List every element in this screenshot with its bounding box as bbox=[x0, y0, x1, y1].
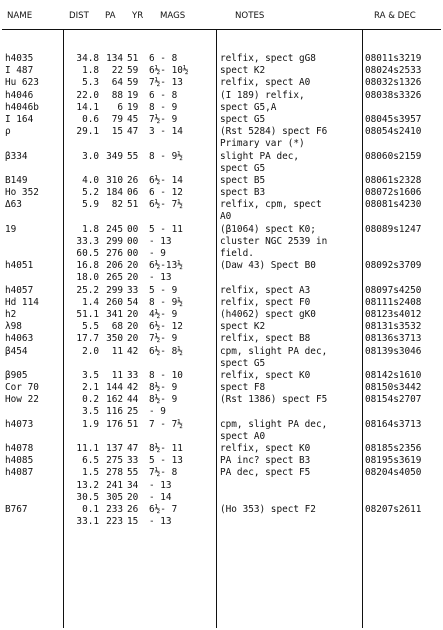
cell-yr: 20 bbox=[127, 333, 139, 345]
cell-mags: 6 - 8 bbox=[149, 53, 178, 64]
cell-name: β334 bbox=[5, 150, 28, 162]
cell-mags: 5 - 9 bbox=[149, 284, 178, 296]
cell-notes: relfix, spect K0 bbox=[220, 443, 311, 454]
header-mags: MAGS bbox=[160, 11, 186, 21]
cell-notes: (I 189) relfix, bbox=[220, 89, 305, 101]
cell-dist: 5.5 bbox=[82, 321, 99, 333]
table-row bbox=[0, 370, 443, 382]
cell-name: h4063 bbox=[5, 333, 34, 345]
cell-yr: 45 bbox=[127, 113, 139, 125]
cell-name: Hd 114 bbox=[5, 296, 39, 308]
cell-dist: 17.7 bbox=[76, 333, 99, 345]
cell-name: B767 bbox=[5, 503, 28, 515]
cell-dist: 0.2 bbox=[82, 394, 99, 406]
cell-name: I 164 bbox=[5, 113, 34, 125]
cell-notes: spect K2 bbox=[220, 321, 266, 333]
cell-dist: 4.0 bbox=[82, 174, 99, 186]
table-body bbox=[0, 53, 443, 528]
cell-radec: 08081s4230 bbox=[365, 199, 422, 211]
cell-notes: spect B3 bbox=[220, 187, 266, 199]
cell-yr: 00 bbox=[127, 248, 139, 259]
cell-mags: - 13 bbox=[149, 272, 172, 284]
cell-yr: 20 bbox=[127, 321, 139, 333]
cell-mags: 6 - 12 bbox=[149, 187, 183, 199]
cell-dist: 0.6 bbox=[82, 113, 99, 125]
cell-yr: 26 bbox=[127, 174, 139, 186]
cell-pa: 88 bbox=[111, 89, 123, 101]
cell-dist: 34.8 bbox=[76, 53, 99, 64]
cell-mags: 3 - 14 bbox=[149, 126, 183, 138]
cell-dist: 18.0 bbox=[76, 272, 99, 284]
header-radec: RA & DEC bbox=[374, 11, 416, 21]
cell-pa: 134 bbox=[106, 53, 123, 64]
table-row bbox=[0, 455, 443, 467]
header-yr: YR bbox=[132, 11, 144, 21]
cell-dist: 3.5 bbox=[82, 406, 99, 418]
cell-mags: 8 - 9½ bbox=[149, 150, 183, 162]
cell-notes: relfix, spect gG8 bbox=[220, 53, 316, 64]
cell-notes: relfix, spect B8 bbox=[220, 333, 311, 345]
cell-pa: 275 bbox=[106, 455, 123, 467]
cell-yr: 25 bbox=[127, 406, 139, 418]
cell-dist: 3.5 bbox=[82, 369, 99, 381]
cell-pa: 350 bbox=[106, 333, 123, 345]
cell-name: β905 bbox=[5, 369, 28, 381]
cell-mags: 6½- 14 bbox=[149, 174, 183, 186]
cell-mags: 7½- 9 bbox=[149, 113, 178, 125]
cell-notes: (Daw 43) Spect B0 bbox=[220, 260, 316, 272]
cell-notes: Primary var (*) bbox=[220, 138, 305, 150]
cell-pa: 144 bbox=[106, 382, 123, 394]
cell-mags: 6 - 8 bbox=[149, 89, 178, 101]
cell-yr: 20 bbox=[127, 272, 139, 284]
table-header bbox=[2, 11, 441, 23]
table-row bbox=[0, 333, 443, 345]
cell-dist: 33.1 bbox=[76, 516, 99, 528]
cell-name: Hu 623 bbox=[5, 77, 39, 89]
cell-notes: spect G5,A bbox=[220, 101, 277, 113]
table-row bbox=[0, 504, 443, 516]
cell-name: h4035 bbox=[5, 53, 34, 64]
cell-pa: 176 bbox=[106, 418, 123, 430]
header-notes: NOTES bbox=[235, 11, 265, 21]
cell-notes: relfix, cpm, spect bbox=[220, 199, 322, 211]
cell-mags: 7 - 7½ bbox=[149, 418, 183, 430]
cell-name: 19 bbox=[5, 223, 17, 235]
cell-yr: 51 bbox=[127, 53, 139, 64]
table-row bbox=[0, 272, 443, 284]
cell-name: h4087 bbox=[5, 467, 34, 479]
cell-pa: 11 bbox=[111, 345, 123, 357]
header-pa: PA bbox=[105, 11, 116, 21]
cell-pa: 241 bbox=[106, 479, 123, 491]
cell-notes: relfix, spect K0 bbox=[220, 369, 311, 381]
cell-mags: 6½- 12 bbox=[149, 321, 183, 333]
cell-dist: 5.3 bbox=[82, 77, 99, 89]
cell-dist: 5.9 bbox=[82, 199, 99, 211]
cell-mags: 8½- 9 bbox=[149, 394, 178, 406]
table-row bbox=[0, 297, 443, 309]
cell-radec: 08111s2408 bbox=[365, 296, 422, 308]
cell-pa: 162 bbox=[106, 394, 123, 406]
cell-radec: 08136s3713 bbox=[365, 333, 422, 345]
header-divider bbox=[2, 29, 441, 30]
cell-dist: 1.9 bbox=[82, 418, 99, 430]
cell-mags: 6½- 7½ bbox=[149, 199, 183, 211]
cell-dist: 1.4 bbox=[82, 296, 99, 308]
cell-yr: 33 bbox=[127, 455, 139, 467]
cell-dist: 0.1 bbox=[82, 503, 99, 515]
cell-yr: 54 bbox=[127, 296, 139, 308]
cell-dist: 29.1 bbox=[76, 126, 99, 138]
cell-yr: 55 bbox=[127, 150, 139, 162]
cell-notes: PA dec, spect F5 bbox=[220, 467, 311, 479]
table-row bbox=[0, 492, 443, 504]
cell-pa: 299 bbox=[106, 235, 123, 247]
cell-notes: (h4062) spect gK0 bbox=[220, 308, 316, 320]
table-row bbox=[0, 516, 443, 528]
cell-radec: 08072s1606 bbox=[365, 187, 422, 199]
cell-yr: 47 bbox=[127, 126, 139, 138]
cell-notes: spect K2 bbox=[220, 65, 266, 77]
cell-radec: 08061s2328 bbox=[365, 174, 422, 186]
cell-notes: relfix, spect F0 bbox=[220, 296, 311, 308]
cell-radec: 08123s4012 bbox=[365, 308, 422, 320]
cell-yr: 42 bbox=[127, 382, 139, 394]
table-row bbox=[0, 199, 443, 211]
cell-dist: 60.5 bbox=[76, 248, 99, 259]
cell-yr: 15 bbox=[127, 516, 139, 528]
cell-radec: 08054s2410 bbox=[365, 126, 422, 138]
table-row bbox=[0, 224, 443, 236]
cell-dist: 16.8 bbox=[76, 260, 99, 272]
cell-name: h4046b bbox=[5, 101, 39, 113]
table-row bbox=[0, 406, 443, 418]
cell-pa: 341 bbox=[106, 308, 123, 320]
cell-radec: 08154s2707 bbox=[365, 394, 422, 406]
cell-notes: (Ho 353) spect F2 bbox=[220, 503, 316, 515]
cell-pa: 223 bbox=[106, 516, 123, 528]
cell-name: I 487 bbox=[5, 65, 34, 77]
cell-name: Cor 70 bbox=[5, 382, 39, 394]
cell-pa: 137 bbox=[106, 443, 123, 454]
cell-dist: 30.5 bbox=[76, 491, 99, 503]
header-name: NAME bbox=[7, 11, 33, 21]
cell-pa: 82 bbox=[111, 199, 123, 211]
cell-dist: 25.2 bbox=[76, 284, 99, 296]
cell-yr: 42 bbox=[127, 345, 139, 357]
cell-pa: 22 bbox=[111, 65, 123, 77]
cell-yr: 59 bbox=[127, 65, 139, 77]
cell-yr: 44 bbox=[127, 394, 139, 406]
cell-yr: 00 bbox=[127, 235, 139, 247]
cell-mags: 8 - 9 bbox=[149, 101, 178, 113]
cell-name: Δ63 bbox=[5, 199, 22, 211]
cell-radec: 08195s3619 bbox=[365, 455, 422, 467]
cell-notes: spect G5 bbox=[220, 113, 266, 125]
cell-name: λ98 bbox=[5, 321, 22, 333]
cell-dist: 5.2 bbox=[82, 187, 99, 199]
table-row bbox=[0, 102, 443, 114]
table-row bbox=[0, 358, 443, 370]
cell-notes: cpm, slight PA dec, bbox=[220, 418, 328, 430]
cell-dist: 14.1 bbox=[76, 101, 99, 113]
table-row bbox=[0, 321, 443, 333]
cell-pa: 260 bbox=[106, 296, 123, 308]
table-row bbox=[0, 346, 443, 358]
cell-pa: 79 bbox=[111, 113, 123, 125]
cell-yr: 19 bbox=[127, 89, 139, 101]
cell-pa: 276 bbox=[106, 248, 123, 259]
cell-pa: 184 bbox=[106, 187, 123, 199]
table-row bbox=[0, 187, 443, 199]
cell-mags: - 13 bbox=[149, 516, 172, 528]
cell-notes: cluster NGC 2539 in bbox=[220, 235, 328, 247]
cell-pa: 310 bbox=[106, 174, 123, 186]
cell-pa: 15 bbox=[111, 126, 123, 138]
table-row bbox=[0, 151, 443, 163]
cell-mags: 7½- 9 bbox=[149, 333, 178, 345]
cell-yr: 51 bbox=[127, 199, 139, 211]
cell-dist: 2.0 bbox=[82, 345, 99, 357]
cell-radec: 08038s3326 bbox=[365, 89, 422, 101]
cell-dist: 22.0 bbox=[76, 89, 99, 101]
cell-pa: 245 bbox=[106, 223, 123, 235]
cell-pa: 206 bbox=[106, 260, 123, 272]
cell-radec: 08032s1326 bbox=[365, 77, 422, 89]
table-row bbox=[0, 211, 443, 223]
cell-name: h2 bbox=[5, 308, 17, 320]
table-row bbox=[0, 138, 443, 150]
cell-name: How 22 bbox=[5, 394, 39, 406]
cell-yr: 26 bbox=[127, 503, 139, 515]
cell-pa: 305 bbox=[106, 491, 123, 503]
cell-notes: A0 bbox=[220, 211, 232, 223]
table-row bbox=[0, 90, 443, 102]
cell-dist: 1.5 bbox=[82, 467, 99, 479]
cell-mags: 8½- 9 bbox=[149, 382, 178, 394]
cell-notes: spect F8 bbox=[220, 382, 266, 394]
cell-name: h4085 bbox=[5, 455, 34, 467]
cell-dist: 13.2 bbox=[76, 479, 99, 491]
cell-mags: 7½- 13 bbox=[149, 77, 183, 89]
cell-pa: 11 bbox=[111, 369, 123, 381]
cell-pa: 116 bbox=[106, 406, 123, 418]
cell-radec: 08060s2159 bbox=[365, 150, 422, 162]
table-row bbox=[0, 480, 443, 492]
cell-dist: 2.1 bbox=[82, 382, 99, 394]
cell-pa: 6 bbox=[117, 101, 123, 113]
cell-notes: spect B5 bbox=[220, 174, 266, 186]
cell-yr: 55 bbox=[127, 467, 139, 479]
cell-yr: 19 bbox=[127, 101, 139, 113]
cell-pa: 64 bbox=[111, 77, 123, 89]
cell-dist: 1.8 bbox=[82, 65, 99, 77]
cell-dist: 6.5 bbox=[82, 455, 99, 467]
cell-mags: 5 - 11 bbox=[149, 223, 183, 235]
cell-yr: 59 bbox=[127, 77, 139, 89]
table-row bbox=[0, 260, 443, 272]
cell-radec: 08185s2356 bbox=[365, 443, 422, 454]
cell-radec: 08207s2611 bbox=[365, 503, 422, 515]
cell-dist: 1.8 bbox=[82, 223, 99, 235]
cell-mags: 8 - 9½ bbox=[149, 296, 183, 308]
cell-yr: 06 bbox=[127, 187, 139, 199]
table-row bbox=[0, 394, 443, 406]
cell-radec: 08142s1610 bbox=[365, 369, 422, 381]
cell-radec: 08011s3219 bbox=[365, 53, 422, 64]
cell-mags: 4½- 9 bbox=[149, 308, 178, 320]
cell-pa: 233 bbox=[106, 503, 123, 515]
cell-name: h4051 bbox=[5, 260, 34, 272]
cell-mags: 5 - 13 bbox=[149, 455, 183, 467]
cell-dist: 11.1 bbox=[76, 443, 99, 454]
table-row bbox=[0, 467, 443, 479]
table-row bbox=[0, 236, 443, 248]
table-row bbox=[0, 77, 443, 89]
table-row bbox=[0, 309, 443, 321]
cell-yr: 20 bbox=[127, 491, 139, 503]
cell-notes: relfix, spect A3 bbox=[220, 284, 311, 296]
cell-mags: 6½- 7 bbox=[149, 503, 178, 515]
cell-pa: 265 bbox=[106, 272, 123, 284]
table-row bbox=[0, 175, 443, 187]
cell-pa: 349 bbox=[106, 150, 123, 162]
cell-yr: 33 bbox=[127, 284, 139, 296]
cell-mags: - 9 bbox=[149, 248, 166, 259]
cell-name: Ho 352 bbox=[5, 187, 39, 199]
cell-name: β454 bbox=[5, 345, 28, 357]
cell-name: h4078 bbox=[5, 443, 34, 454]
table-row bbox=[0, 285, 443, 297]
table-row bbox=[0, 163, 443, 175]
cell-mags: 6½- 8½ bbox=[149, 345, 183, 357]
cell-yr: 20 bbox=[127, 308, 139, 320]
cell-pa: 278 bbox=[106, 467, 123, 479]
cell-mags: - 9 bbox=[149, 406, 166, 418]
cell-notes: spect A0 bbox=[220, 430, 266, 442]
cell-mags: - 13 bbox=[149, 479, 172, 491]
cell-mags: - 14 bbox=[149, 491, 172, 503]
cell-radec: 08024s2533 bbox=[365, 65, 422, 77]
cell-yr: 47 bbox=[127, 443, 139, 454]
cell-mags: 8 - 10 bbox=[149, 369, 183, 381]
cell-notes: spect G5 bbox=[220, 162, 266, 174]
cell-radec: 08097s4250 bbox=[365, 284, 422, 296]
cell-mags: - 13 bbox=[149, 235, 172, 247]
table-row bbox=[0, 126, 443, 138]
cell-notes: (Rst 1386) spect F5 bbox=[220, 394, 328, 406]
cell-mags: 6½-13½ bbox=[149, 260, 183, 272]
cell-yr: 00 bbox=[127, 223, 139, 235]
cell-dist: 51.1 bbox=[76, 308, 99, 320]
cell-radec: 08204s4050 bbox=[365, 467, 422, 479]
cell-name: B149 bbox=[5, 174, 28, 186]
cell-name: ρ bbox=[5, 126, 11, 138]
cell-radec: 08164s3713 bbox=[365, 418, 422, 430]
table-row bbox=[0, 419, 443, 431]
cell-name: h4046 bbox=[5, 89, 34, 101]
table-row bbox=[0, 382, 443, 394]
cell-mags: 8½- 11 bbox=[149, 443, 183, 454]
table-row bbox=[0, 65, 443, 77]
cell-dist: 3.0 bbox=[82, 150, 99, 162]
cell-notes: spect G5 bbox=[220, 357, 266, 369]
cell-notes: PA inc? spect B3 bbox=[220, 455, 311, 467]
cell-notes: relfix, spect A0 bbox=[220, 77, 311, 89]
cell-radec: 08150s3442 bbox=[365, 382, 422, 394]
cell-name: h4057 bbox=[5, 284, 34, 296]
cell-radec: 08092s3709 bbox=[365, 260, 422, 272]
cell-radec: 08045s3957 bbox=[365, 113, 422, 125]
cell-yr: 20 bbox=[127, 260, 139, 272]
cell-mags: 6½- 10½ bbox=[149, 65, 189, 77]
cell-pa: 299 bbox=[106, 284, 123, 296]
cell-notes: cpm, slight PA dec, bbox=[220, 345, 328, 357]
cell-yr: 34 bbox=[127, 479, 139, 491]
cell-radec: 08139s3046 bbox=[365, 345, 422, 357]
cell-notes: field. bbox=[220, 248, 254, 259]
cell-yr: 51 bbox=[127, 418, 139, 430]
table-row bbox=[0, 53, 443, 65]
cell-mags: 7½- 8 bbox=[149, 467, 178, 479]
cell-notes: (Rst 5284) spect F6 bbox=[220, 126, 328, 138]
cell-notes: slight PA dec, bbox=[220, 150, 300, 162]
cell-radec: 08089s1247 bbox=[365, 223, 422, 235]
cell-dist: 33.3 bbox=[76, 235, 99, 247]
cell-pa: 68 bbox=[111, 321, 123, 333]
table-row bbox=[0, 114, 443, 126]
table-row bbox=[0, 431, 443, 443]
table-row bbox=[0, 248, 443, 260]
cell-radec: 08131s3532 bbox=[365, 321, 422, 333]
cell-yr: 33 bbox=[127, 369, 139, 381]
header-dist: DIST bbox=[69, 11, 89, 21]
table-row bbox=[0, 443, 443, 455]
cell-notes: (β1064) spect K0; bbox=[220, 223, 316, 235]
cell-name: h4073 bbox=[5, 418, 34, 430]
